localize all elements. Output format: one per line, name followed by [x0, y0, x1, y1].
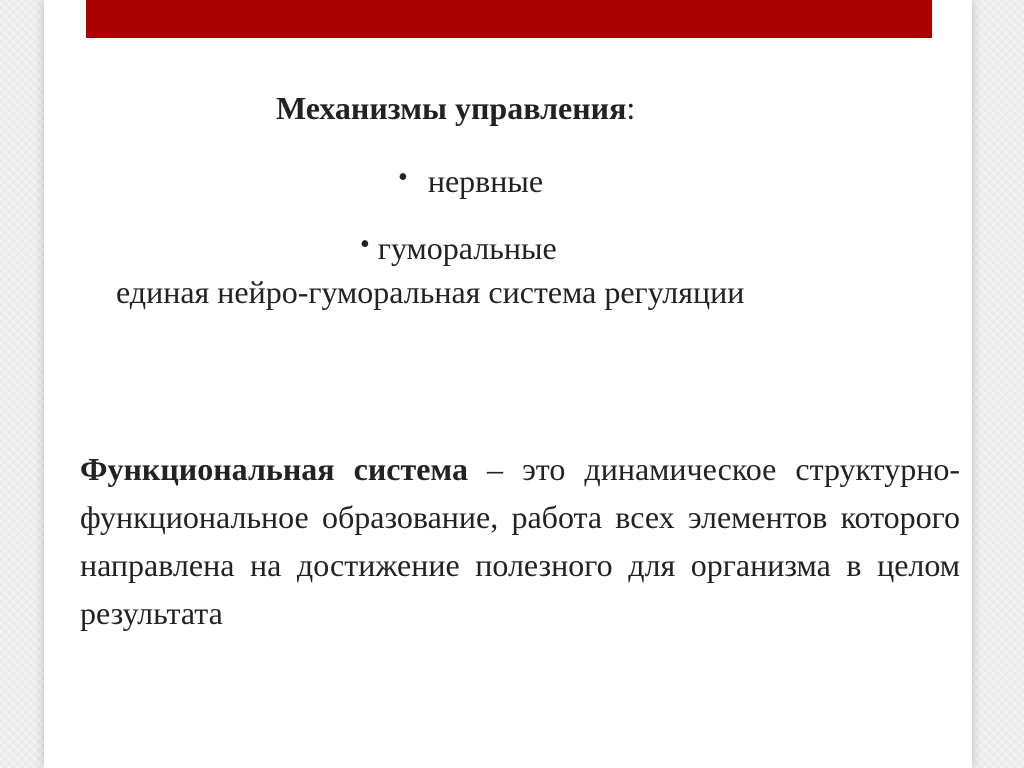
unified-regulation-line: единая нейро-гуморальная система регуляции [116, 274, 745, 310]
definition-term: Функциональная система [80, 451, 468, 487]
heading-text: Механизмы управления [276, 90, 627, 126]
bullet-icon: • [398, 162, 408, 193]
definition-body: это динамическое структурно-функциональное образование, работа всех элементов которого направлена на достижение полезного для организма в целом результата [80, 451, 960, 631]
accent-header-bar [86, 0, 932, 38]
mechanism-label: нервные [427, 163, 544, 199]
definition-dash: – [487, 451, 504, 487]
bullet-icon: • [360, 229, 370, 260]
mechanism-item-humoral [360, 225, 557, 268]
slide-heading [276, 84, 635, 132]
mechanism-label: гуморальные [377, 230, 557, 266]
heading-colon: : [626, 90, 636, 126]
functional-system-definition [80, 445, 960, 637]
mechanism-item-nervous [398, 158, 543, 201]
